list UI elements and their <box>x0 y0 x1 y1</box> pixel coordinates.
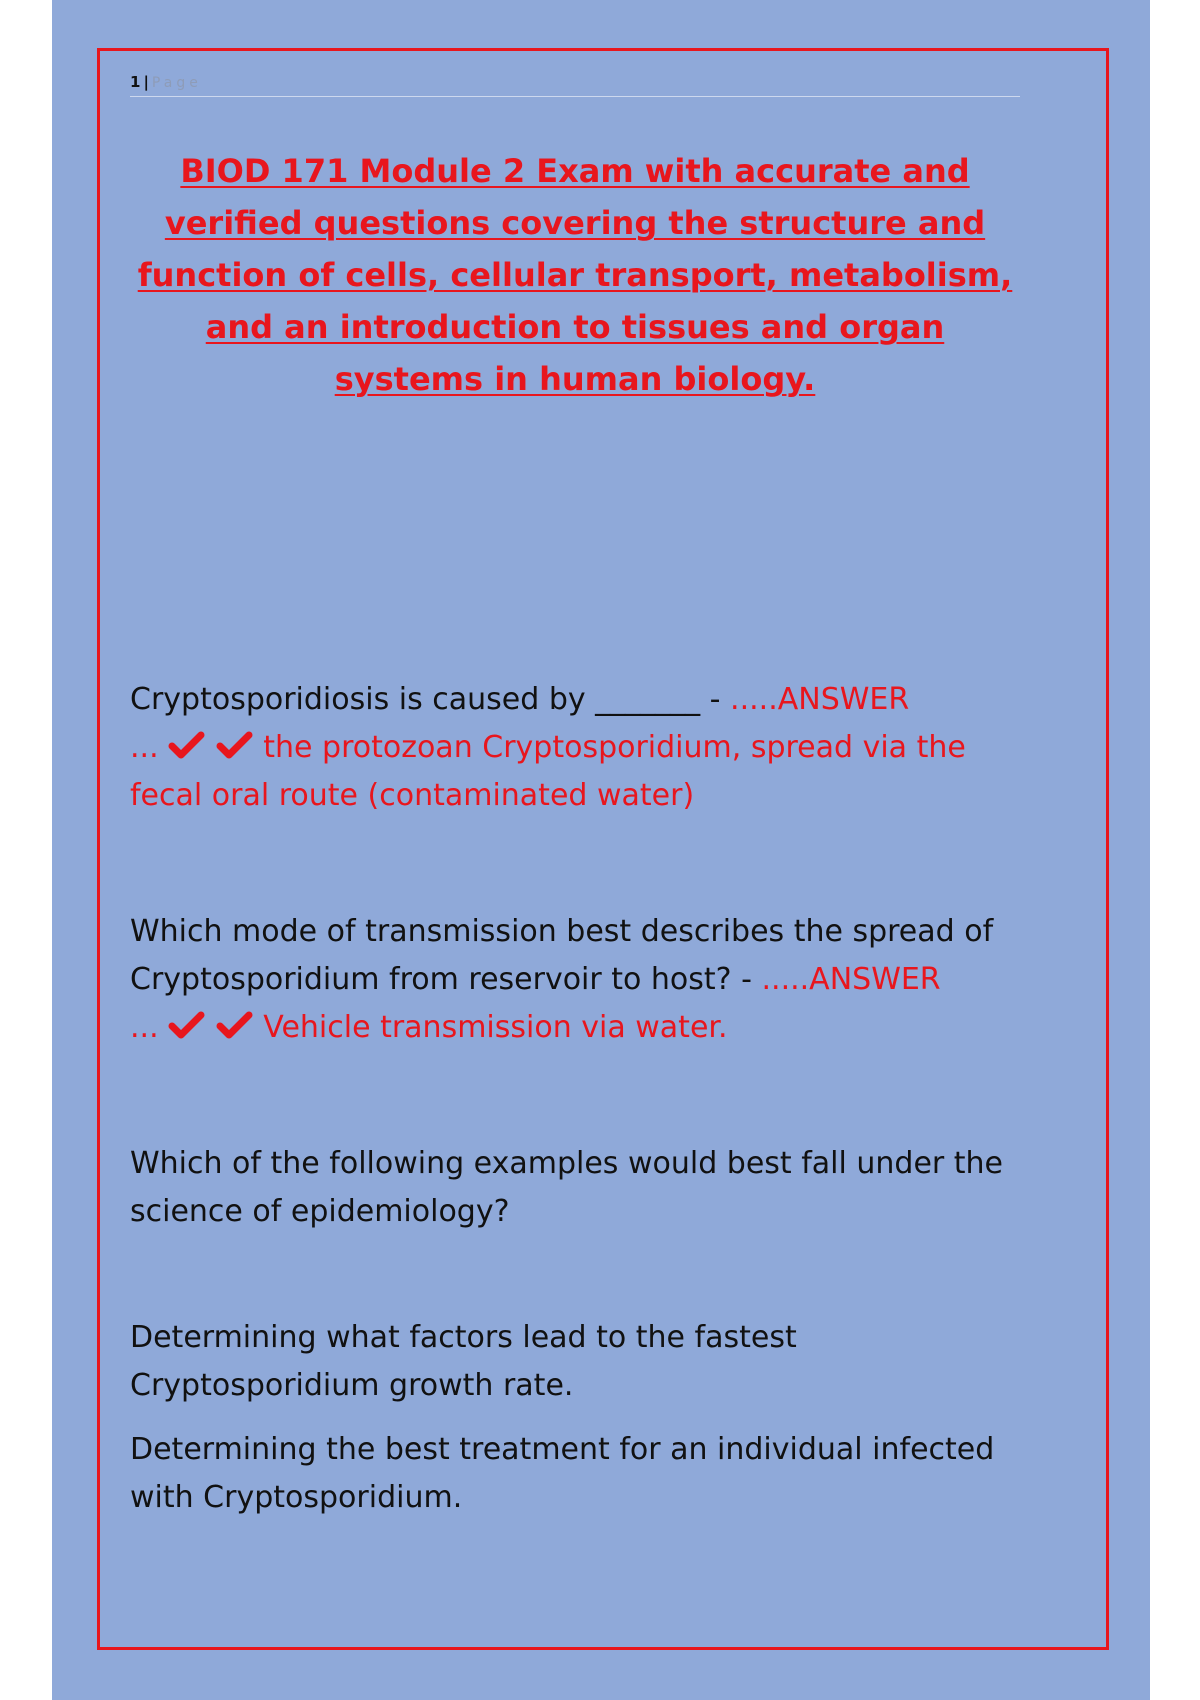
check-icon <box>216 731 254 759</box>
question-text: Which of the following examples would best fall under the science of epidemiology? <box>130 1146 1004 1229</box>
answer-label: .....ANSWER <box>761 962 941 997</box>
check-icon <box>216 1011 254 1039</box>
option-2 <box>130 1426 1020 1522</box>
option-text: Determining the best treatment for an individual infected with Cryptosporidium. <box>130 1432 995 1515</box>
answer-label: .....ANSWER <box>730 682 910 717</box>
question-block-1 <box>130 676 1020 820</box>
document-title: BIOD 171 Module 2 Exam with accurate and verified questions covering the structure and function of cells, cellular transport, metabolism, and an introduction to tissues and organ systems in human biology. <box>137 152 1013 398</box>
question-block-2 <box>130 908 1020 1052</box>
page-label: Page <box>151 75 202 91</box>
check-icon <box>168 1011 206 1039</box>
option-1 <box>130 1314 1020 1410</box>
page-separator: | <box>143 73 149 91</box>
page-header <box>130 72 1020 97</box>
question-block-3 <box>130 1140 1020 1236</box>
answer-prefix: ... <box>130 730 159 765</box>
question-text: Cryptosporidiosis is caused by _______ - <box>130 682 731 717</box>
check-icon <box>168 731 206 759</box>
option-text: Determining what factors lead to the fastest Cryptosporidium growth rate. <box>130 1320 797 1403</box>
answer-text: Vehicle transmission via water. <box>263 1010 728 1045</box>
answer-prefix: ... <box>130 1010 159 1045</box>
question-text: Which mode of transmission best describes the spread of Cryptosporidium from reservoir to host? - <box>130 914 994 997</box>
answer-text: the protozoan Cryptosporidium, spread via the fecal oral route (contaminated water) <box>130 730 966 813</box>
page-number: 1 <box>130 73 141 91</box>
